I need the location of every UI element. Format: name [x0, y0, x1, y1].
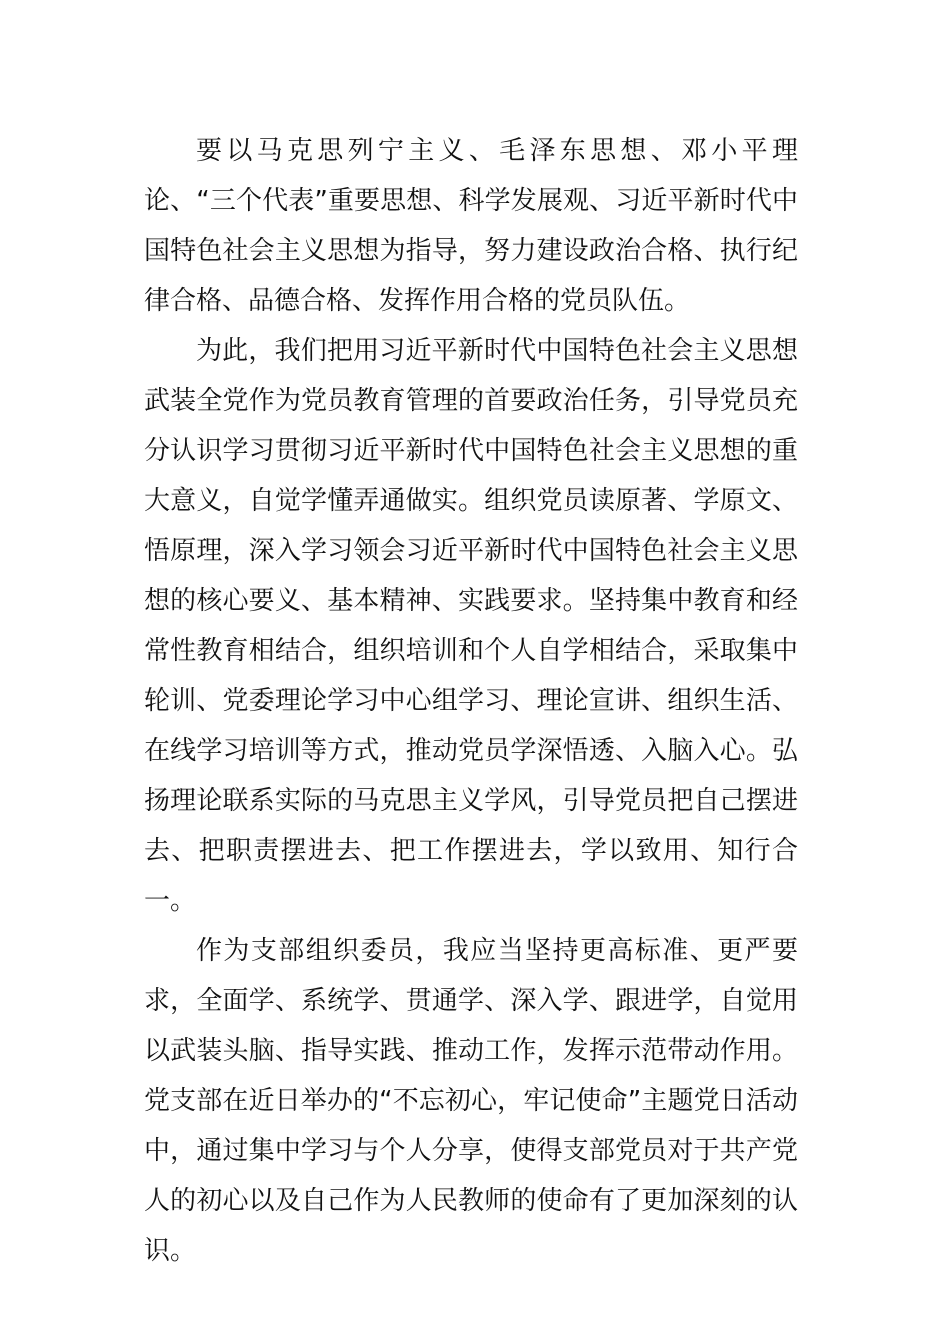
- paragraph-2: 为此，我们把用习近平新时代中国特色社会主义思想武装全党作为党员教育管理的首要政治任务，引导党员充分认识学习贯彻习近平新时代中国特色社会主义思想的重大意义，自觉学懂弄通做实。组织党员读原著、学原文、悟原理，深入学习领会习近平新时代中国特色社会主义思想的核心要义、基本精神、实践要求。坚持集中教育和经常性教育相结合，组织培训和个人自学相结合，采取集中轮训、党委理论学习中心组学习、理论宣讲、组织生活、在线学习培训等方式，推动党员学深悟透、入脑入心。弘扬理论联系实际的马克思主义学风，引导党员把自己摆进去、把职责摆进去、把工作摆进去，学以致用、知行合一。: [144, 336, 798, 916]
- document-body: [144, 126, 798, 1276]
- paragraph-3: 作为支部组织委员，我应当坚持更高标准、更严要求，全面学、系统学、贯通学、深入学、跟进学，自觉用以武装头脑、指导实践、推动工作，发挥示范带动作用。党支部在近日举办的“不忘初心，牢记使命”主题党日活动中，通过集中学习与个人分享，使得支部党员对于共产党人的初心以及自己作为人民教师的使命有了更加深刻的认识。: [144, 936, 798, 1266]
- paragraph-1: 要以马克思列宁主义、毛泽东思想、邓小平理论、“三个代表”重要思想、科学发展观、习近平新时代中国特色社会主义思想为指导，努力建设政治合格、执行纪律合格、品德合格、发挥作用合格的党员队伍。: [144, 136, 798, 316]
